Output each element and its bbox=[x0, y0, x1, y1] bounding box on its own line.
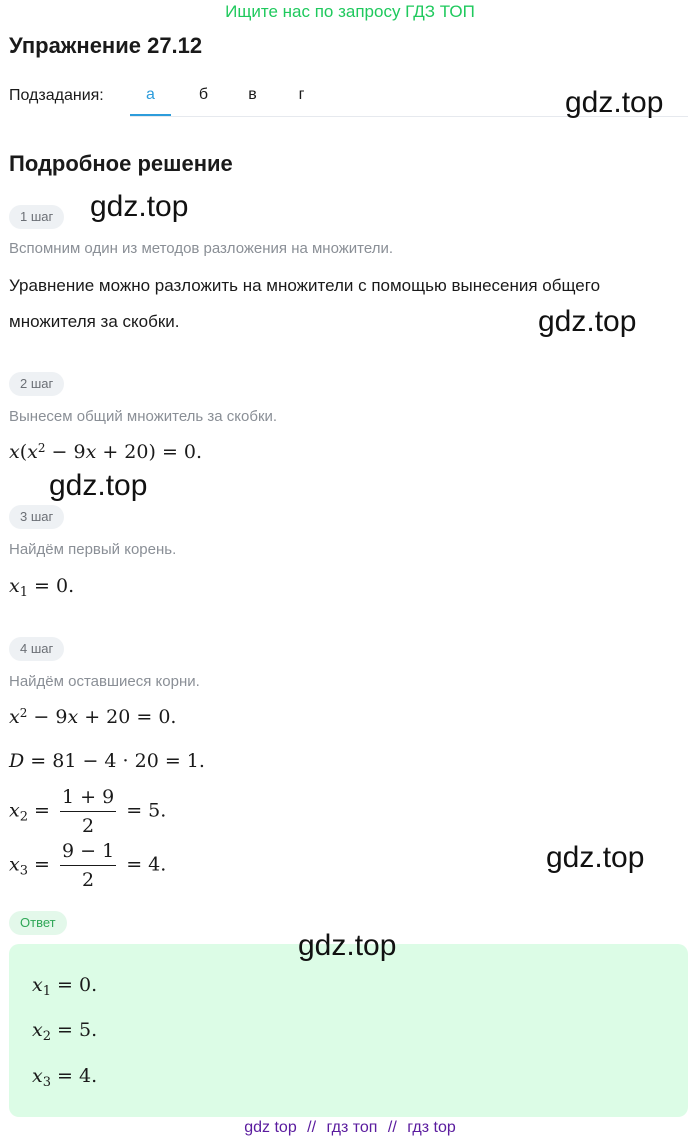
step-1-text: Уравнение можно разложить на множители с помощью вынесения общего множителя за скобки. bbox=[9, 276, 601, 331]
step-4-equation: $x^2 - 9x + 20 = 0$. bbox=[9, 706, 177, 728]
tab-a[interactable]: а bbox=[130, 78, 171, 116]
step-4-hint: Найдём оставшиеся корни. bbox=[9, 673, 200, 690]
step-3-hint: Найдём первый корень. bbox=[9, 541, 177, 558]
step-1-badge: 1 шаг bbox=[9, 205, 64, 229]
footer-link-2[interactable]: гдз топ bbox=[326, 1119, 378, 1136]
step-2-badge: 2 шаг bbox=[9, 372, 64, 396]
tab-b[interactable]: б bbox=[198, 86, 209, 103]
step-1-hint: Вспомним один из методов разложения на множители. bbox=[9, 240, 394, 257]
tab-g[interactable]: г bbox=[298, 86, 305, 103]
footer-separator: // bbox=[307, 1119, 317, 1136]
section-title: Подробное решение bbox=[9, 151, 233, 176]
step-3-formula: $x_1 = 0$. bbox=[9, 575, 75, 600]
answer-x1: $x_1 = 0$. bbox=[32, 974, 98, 999]
step-3-badge: 3 шаг bbox=[9, 505, 64, 529]
step-4-root-x3: $x_3$ = $\frac{9 - 1}{2}$ = 4. bbox=[9, 840, 167, 891]
answer-x2: $x_2 = 5$. bbox=[32, 1019, 98, 1044]
tab-v[interactable]: в bbox=[248, 86, 257, 103]
watermark: gdz.top bbox=[546, 841, 645, 874]
answer-box bbox=[9, 944, 688, 1117]
step-2-formula: $x(x^2 - 9x + 20) = 0$. bbox=[9, 441, 203, 463]
watermark: gdz.top bbox=[298, 929, 397, 962]
step-4-badge: 4 шаг bbox=[9, 637, 64, 661]
answer-badge: Ответ bbox=[9, 911, 67, 935]
footer-link-1[interactable]: gdz top bbox=[244, 1119, 297, 1136]
watermark: gdz.top bbox=[90, 190, 189, 223]
top-banner-link[interactable]: Ищите нас по запросу ГДЗ ТОП bbox=[225, 2, 475, 21]
footer-separator: // bbox=[387, 1119, 397, 1136]
watermark: gdz.top bbox=[49, 469, 148, 502]
watermark: gdz.top bbox=[565, 86, 664, 119]
step-2-hint: Вынесем общий множитель за скобки. bbox=[9, 408, 278, 425]
subtask-tabs bbox=[130, 78, 326, 116]
subtasks-label: Подзадания: bbox=[9, 87, 104, 104]
footer-links bbox=[0, 1119, 700, 1137]
step-4-root-x2: $x_2$ = $\frac{1 + 9}{2}$ = 5. bbox=[9, 786, 167, 837]
answer-x3: $x_3 = 4$. bbox=[32, 1065, 98, 1090]
footer-link-3[interactable]: гдз top bbox=[407, 1119, 456, 1136]
watermark: gdz.top bbox=[538, 305, 637, 338]
step-4-discriminant: D = 81 − 4 · 20 = 1. bbox=[9, 750, 205, 772]
page-title: Упражнение 27.12 bbox=[9, 33, 203, 58]
